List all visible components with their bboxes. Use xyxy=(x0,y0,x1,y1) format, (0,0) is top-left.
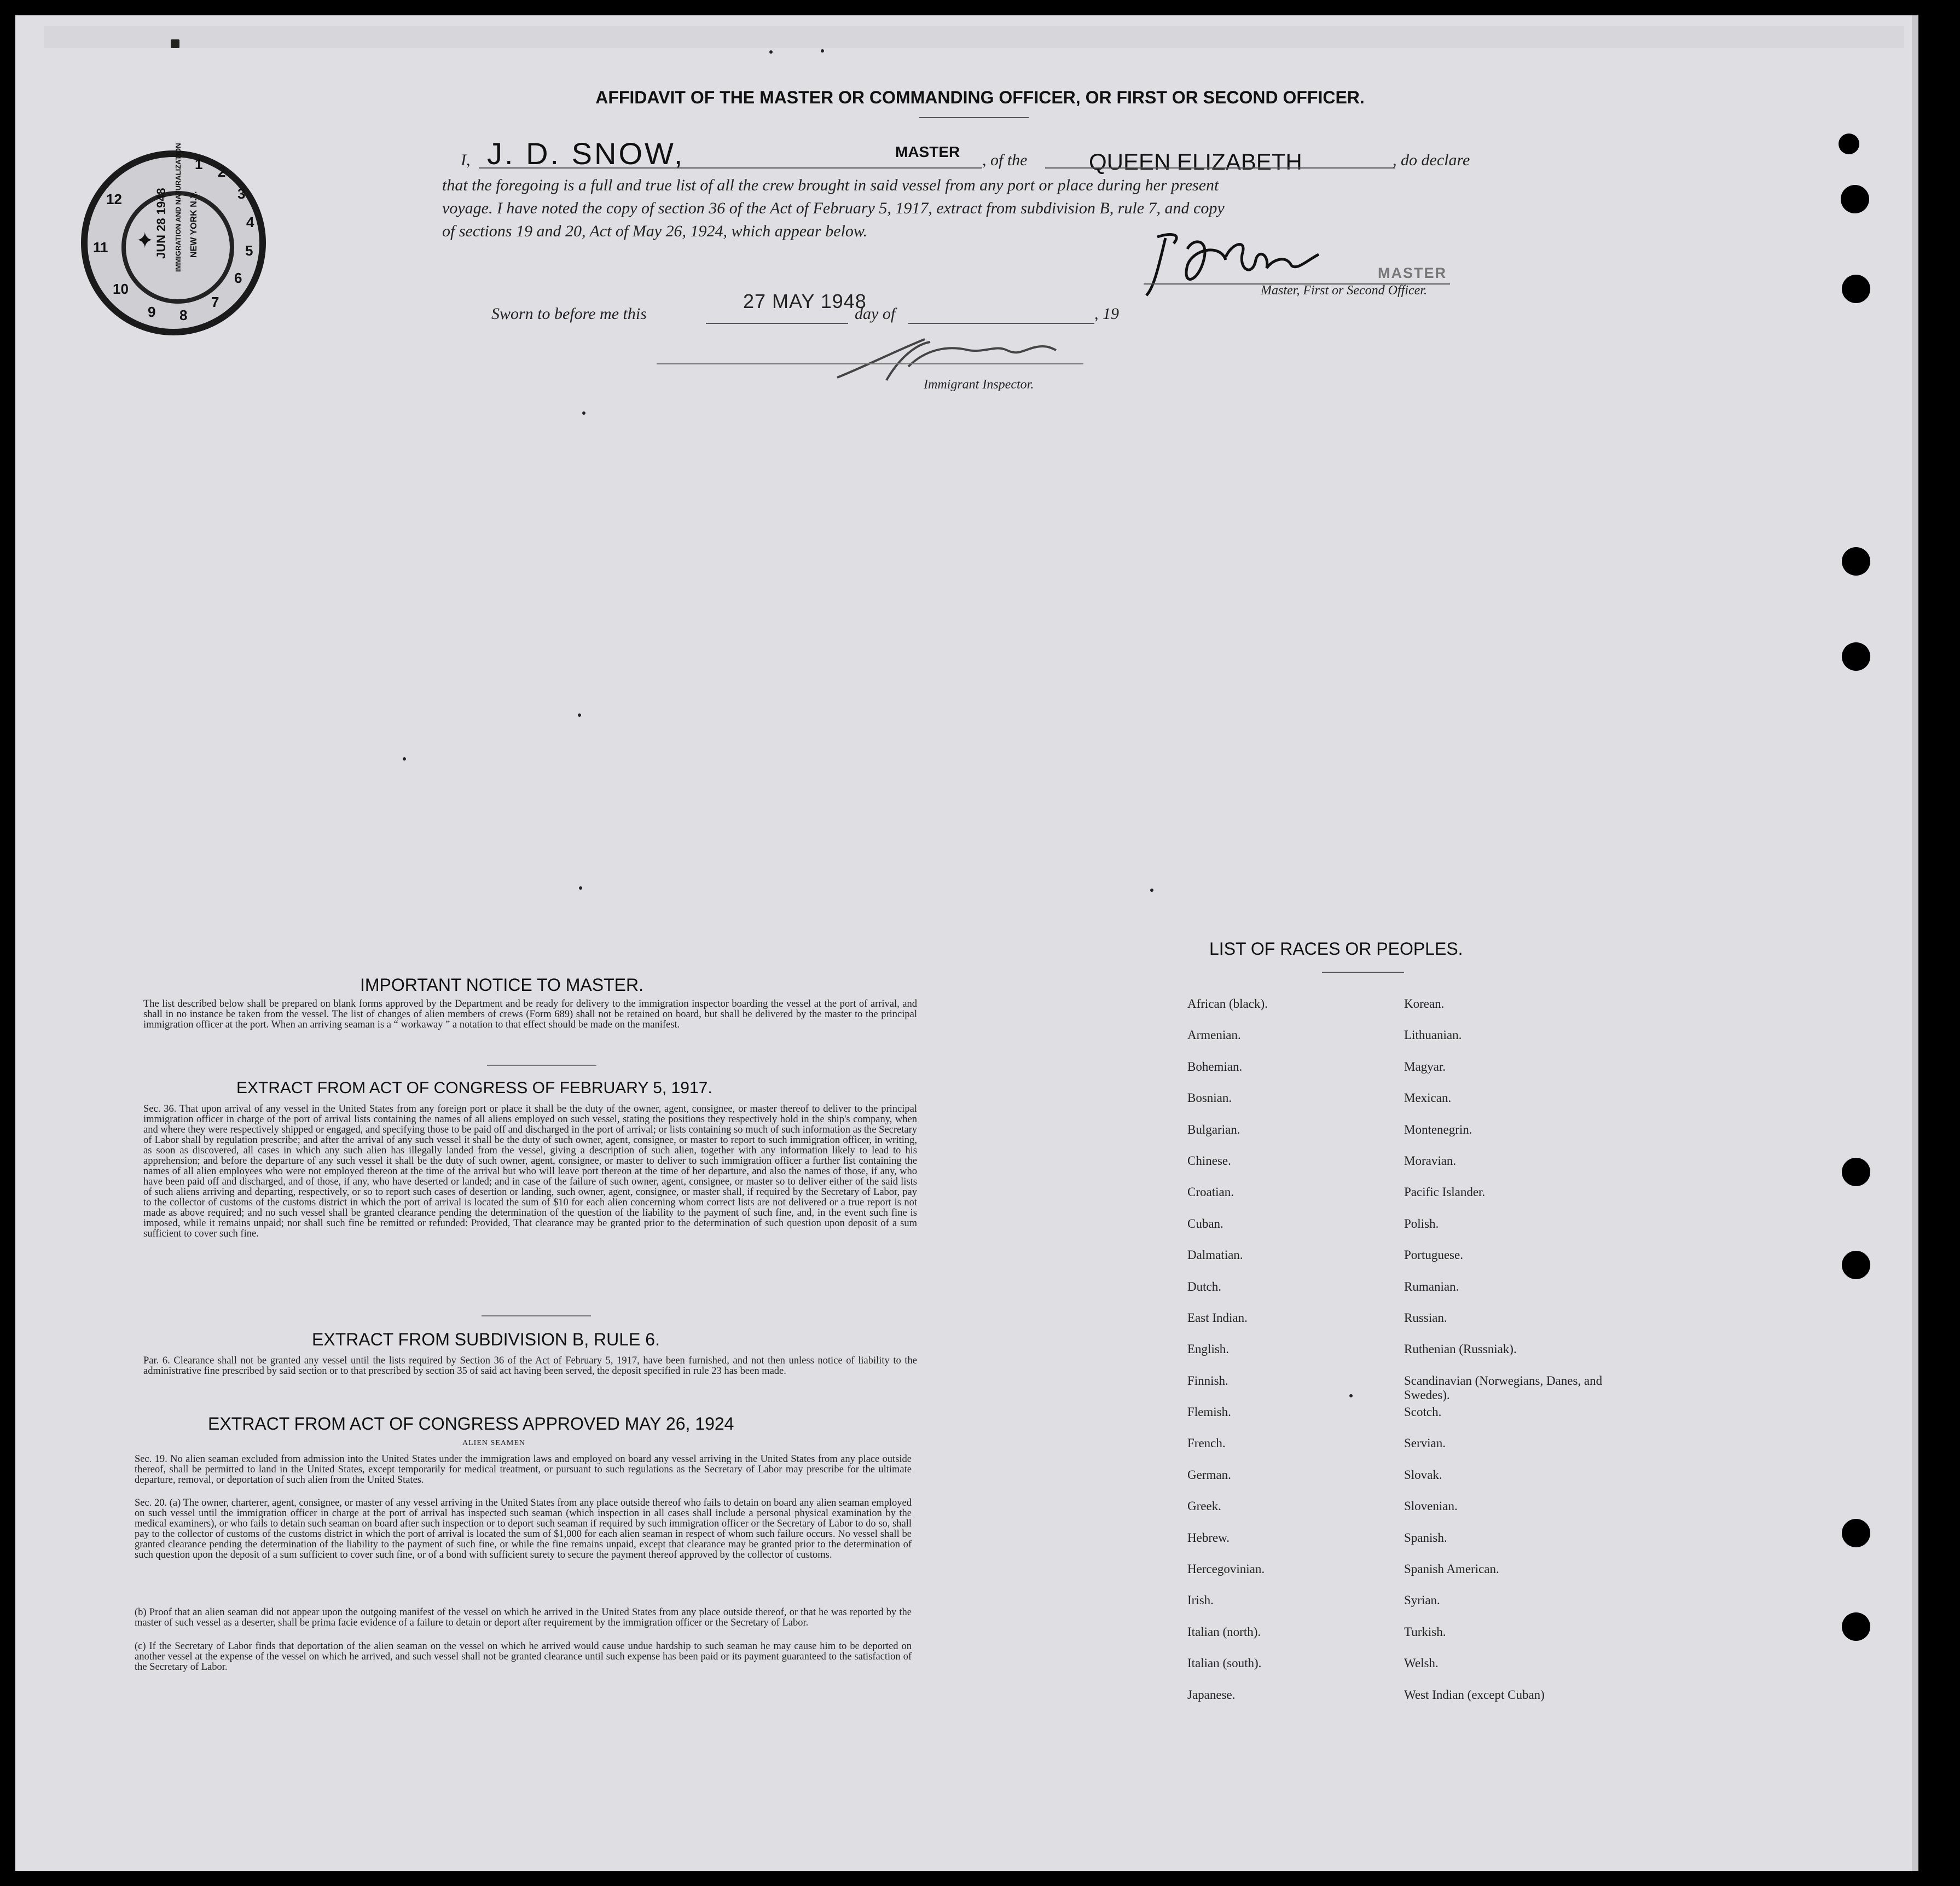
stamp-digit: 9 xyxy=(148,304,156,320)
race-item: Mexican. xyxy=(1404,1091,1452,1105)
document-page xyxy=(15,15,1912,1871)
stamp-digit: 3 xyxy=(237,185,246,202)
stamp-date: JUN 28 1948 xyxy=(154,188,168,259)
race-item: Servian. xyxy=(1404,1436,1446,1450)
race-item: Scandinavian (Norwegians, Danes, and Swedes). xyxy=(1404,1373,1603,1402)
stamp-digit: 8 xyxy=(179,307,188,323)
race-item: Ruthenian (Russniak). xyxy=(1404,1342,1517,1356)
speck xyxy=(171,39,179,48)
affidavit-title: AFFIDAVIT OF THE MASTER OR COMMANDING OFFICER, OR FIRST OR SECOND OFFICER. xyxy=(595,88,1365,107)
binder-hole xyxy=(1839,134,1859,154)
race-item: Hercegovinian. xyxy=(1187,1562,1265,1576)
stamp-digit: 4 xyxy=(246,214,254,230)
race-item: Croatian. xyxy=(1187,1185,1234,1199)
title-rule xyxy=(919,117,1029,118)
do-declare-label: , do declare xyxy=(1393,151,1470,169)
section-rule xyxy=(487,1065,596,1066)
sworn-label: Sworn to before me this xyxy=(491,305,647,323)
race-item: Greek. xyxy=(1187,1499,1221,1513)
race-item: Turkish. xyxy=(1404,1624,1446,1639)
race-item: French. xyxy=(1187,1436,1226,1450)
speck xyxy=(579,886,582,890)
binder-hole xyxy=(1842,642,1870,671)
stamp-digit: 11 xyxy=(93,239,108,256)
notice-body: The list described below shall be prepared on blank forms approved by the Department and be ready for delivery to the immigration inspector boarding the vessel at the port of arrival, and shall in no instance be taken from the vessel. The list of changes of alien members of crews (Form 689) shall not be retained on board, but shall be delivered by the master to the principal immigration officer at the port. When an arriving seaman is a “ workaway ” a notation to that effect should be made on the manifest. xyxy=(143,999,917,1030)
race-item: Slovenian. xyxy=(1404,1499,1458,1513)
race-item: English. xyxy=(1187,1342,1230,1356)
extract-1924-title: EXTRACT FROM ACT OF CONGRESS APPROVED MAY 26, 1924 xyxy=(208,1414,734,1434)
vessel-line xyxy=(1045,167,1395,169)
of-the-label: , of the xyxy=(982,151,1028,169)
race-item: Hebrew. xyxy=(1187,1530,1230,1545)
stamp-digit: 10 xyxy=(113,281,129,297)
month-line xyxy=(908,323,1094,324)
stamp-city: NEW YORK N.Y. xyxy=(189,191,199,258)
race-item: Italian (north). xyxy=(1187,1624,1261,1639)
race-item: Japanese. xyxy=(1187,1687,1236,1702)
race-item: Syrian. xyxy=(1404,1593,1440,1608)
extract-1917-body: Sec. 36. That upon arrival of any vessel in the United States from any foreign port or place it shall be the duty of the owner, agent, consignee, or master thereof to deliver to the principal immigration officer in charge of the port of arrival lists containing the names of all aliens employed on such vessel, stating the positions they respectively hold in the ship's company, when and where they were respectively shipped or engaged, and specifying those to be paid off and discharged in the port of arrival; or lists containing so much of such information as the Secretary of Labor shall by regulation prescribe; and after the arrival of any such vessel it shall be the duty of such owner, agent, consignee, or master to report to such immigration officer, in writing, as soon as discovered, all cases in which any such alien has illegally landed from the vessel, giving a description of such alien, together with any information likely to lead to his apprehension; and before the departure of any such vessel it shall be the duty of such owner, agent, consignee, or master to deliver to such immigration officer a further list containing the names of all alien employees who were not employed thereon at the time of the arrival but who will leave port thereon at the time of her departure, and also the names of those, if any, who have been paid off and discharged, and of those, if any, who have deserted or landed; and in case of the failure of such owner, agent, consignee, or master so to deliver either of the said lists of such aliens arriving and departing, respectively, or so to report such cases of desertion or landing, such owner, agent, consignee, or master shall, if required by the Secretary of Labor, pay to the collector of customs of the customs district in which the port of arrival is located the sum of $10 for each alien concerning whom correct lists are not delivered or a true report is not made as above required; and no such vessel shall be granted clearance pending the determination of the question of the liability to the payment of such fine, and, in the event such fine is imposed, while it remains unpaid; nor shall such fine be remitted or refunded: Provided, That clearance may be granted prior to the determination of such question upon deposit of a sum sufficient to cover such fine. xyxy=(143,1104,917,1239)
race-item: Slovak. xyxy=(1404,1467,1442,1482)
race-item: Armenian. xyxy=(1187,1028,1241,1042)
stamp-digit: 7 xyxy=(211,294,219,310)
race-item: Spanish American. xyxy=(1404,1562,1499,1576)
speck xyxy=(403,757,406,761)
stamp-digit: 1 xyxy=(195,156,203,172)
vessel-name: QUEEN ELIZABETH xyxy=(1089,149,1302,175)
race-item: Montenegrin. xyxy=(1404,1122,1472,1136)
speck xyxy=(582,411,585,415)
race-item: Welsh. xyxy=(1404,1656,1439,1670)
section-rule xyxy=(482,1315,591,1316)
race-item: Moravian. xyxy=(1404,1153,1457,1168)
inspector-line xyxy=(657,363,1083,364)
page-edge xyxy=(1912,15,1918,1871)
race-item: Polish. xyxy=(1404,1216,1439,1231)
race-item: Magyar. xyxy=(1404,1059,1446,1073)
race-item: Portuguese. xyxy=(1404,1248,1463,1262)
speck xyxy=(578,713,581,717)
immigration-stamp xyxy=(81,143,266,335)
affidavit-i-label: I, xyxy=(461,151,471,169)
stamp-crest-icon: ✦ xyxy=(136,229,154,253)
stamp-digit: 2 xyxy=(218,164,226,180)
binder-hole xyxy=(1842,1519,1870,1547)
speck xyxy=(769,50,773,54)
year-label: , 19 xyxy=(1094,305,1119,323)
binder-hole xyxy=(1841,185,1869,213)
binder-hole xyxy=(1842,1612,1870,1641)
subdivision-title: EXTRACT FROM SUBDIVISION B, RULE 6. xyxy=(312,1330,660,1349)
race-item: Bohemian. xyxy=(1187,1059,1243,1073)
extract-1924-sec19: Sec. 19. No alien seaman excluded from admission into the United States under the immigration laws and employed on board any vessel arriving in the United States from any place outside thereof, shall be permitted to land in the United States, except temporarily for medical treatment, or pursuant to such regulations as the Secretary of Labor may prescribe for the ultimate departure, removal, or deportation of such alien from the United States. xyxy=(135,1454,912,1485)
affidavit-line-2: that the foregoing is a full and true list of all the crew brought in said vessel from any port or place during her present xyxy=(442,176,1219,194)
day-of-label: day of xyxy=(855,305,896,323)
notice-title: IMPORTANT NOTICE TO MASTER. xyxy=(360,975,643,995)
signature-caption: Master, First or Second Officer. xyxy=(1261,283,1427,298)
race-item: West Indian (except Cuban) xyxy=(1404,1687,1545,1702)
signature-rank-stamp: MASTER xyxy=(1378,265,1447,281)
binder-hole xyxy=(1842,275,1870,303)
race-item: Italian (south). xyxy=(1187,1656,1262,1670)
rank-stamp: MASTER xyxy=(895,143,960,160)
stamp-digit: 6 xyxy=(234,270,242,286)
race-item: Cuban. xyxy=(1187,1216,1223,1231)
race-item: Russian. xyxy=(1404,1310,1447,1325)
extract-1917-title: EXTRACT FROM ACT OF CONGRESS OF FEBRUARY 5, 1917. xyxy=(236,1079,712,1097)
race-item: Bosnian. xyxy=(1187,1091,1232,1105)
extract-1924-sec20c: (c) If the Secretary of Labor finds that deportation of the alien seaman on the vessel on which he arrived would cause undue hardship to such seaman he may cause him to be deported on another vessel at the expense of the vessel on which he arrived, and such vessel shall not be granted clearance until such expense has been paid or its payment guaranteed to the satisfaction of the Secretary of Labor. xyxy=(135,1641,912,1673)
stamp-agency: IMMIGRATION AND NATURALIZATION xyxy=(174,143,182,272)
name-line xyxy=(479,167,982,169)
affidavit-line-4: of sections 19 and 20, Act of May 26, 1924, which appear below. xyxy=(442,222,868,240)
races-title: LIST OF RACES OR PEOPLES. xyxy=(1209,939,1463,959)
extract-1924-subtitle: ALIEN SEAMEN xyxy=(462,1439,526,1447)
races-column-2 xyxy=(1404,997,1612,1719)
binder-hole xyxy=(1842,1158,1870,1186)
races-title-rule xyxy=(1322,972,1404,973)
stamp-digit: 5 xyxy=(245,242,253,259)
race-item: Dalmatian. xyxy=(1187,1248,1243,1262)
race-item: Finnish. xyxy=(1187,1373,1228,1388)
race-item: Lithuanian. xyxy=(1404,1028,1462,1042)
binder-hole xyxy=(1842,547,1870,576)
races-column-1 xyxy=(1187,997,1384,1719)
binder-hole xyxy=(1842,1251,1870,1279)
race-item: Rumanian. xyxy=(1404,1279,1459,1293)
master-name: J. D. SNOW, xyxy=(487,136,685,171)
race-item: Irish. xyxy=(1187,1593,1214,1608)
subdivision-body: Par. 6. Clearance shall not be granted any vessel until the lists required by Section 36 of the Act of February 5, 1917, have been furnished, and not then unless notice of liability to the administrative fine prescribed by said section or to that prescribed by section 35 of said act having been served, the deposit specified in rule 23 has been made. xyxy=(143,1355,917,1377)
race-item: Spanish. xyxy=(1404,1530,1447,1545)
stamp-digit: 12 xyxy=(106,191,122,207)
extract-1924-sec20b: (b) Proof that an alien seaman did not appear upon the outgoing manifest of the vessel on which he arrived in the United States from any place outside thereof, or that he was reported by the master of such vessel as a deserter, shall be prima facie evidence of a failure to detain or deport after requirement by the immigration officer or the Secretary of Labor. xyxy=(135,1607,912,1628)
speck xyxy=(821,49,824,53)
race-item: Bulgarian. xyxy=(1187,1122,1240,1136)
race-item: Korean. xyxy=(1404,997,1445,1011)
extract-1924-sec20a: Sec. 20. (a) The owner, charterer, agent, consignee, or master of any vessel arriving in the United States from any place outside thereof who fails to detain on board any alien seaman employed on such vessel until the immigration officer in charge at the port of arrival has inspected such seaman (which inspection in all cases shall include a personal physical examination by the medical examiners), or who fails to detain such seaman on board after such inspection or to deport such seaman if required by such immigration officer or the Secretary of Labor to do so, shall pay to the collector of customs of the customs district in which the port of arrival is located the sum of $1,000 for each alien seaman in respect of whom such failure occurs. No vessel shall be granted clearance pending the determination of the liability to the payment of such fine, or while the fine remains unpaid, except that clearance may be granted prior to the determination of such question upon the deposit of a sum sufficient to cover such fine, or of a bond with sufficient surety to secure the payment thereof approved by the collector of customs. xyxy=(135,1498,912,1560)
race-item: Flemish. xyxy=(1187,1405,1231,1419)
inspector-caption: Immigrant Inspector. xyxy=(924,378,1034,392)
top-edge-strip xyxy=(44,26,1904,48)
race-item: East Indian. xyxy=(1187,1310,1248,1325)
speck xyxy=(1349,1394,1353,1397)
race-item: Pacific Islander. xyxy=(1404,1185,1486,1199)
race-item: Dutch. xyxy=(1187,1279,1221,1293)
date-line xyxy=(706,323,848,324)
sworn-date: 27 MAY 1948 xyxy=(743,290,867,312)
affidavit-line-3: voyage. I have noted the copy of section 36 of the Act of February 5, 1917, extract from subdivision B, rule 7, and copy xyxy=(442,199,1225,217)
speck xyxy=(1150,889,1153,892)
race-item: German. xyxy=(1187,1467,1231,1482)
race-item: African (black). xyxy=(1187,997,1268,1011)
race-item: Chinese. xyxy=(1187,1153,1231,1168)
race-item: Scotch. xyxy=(1404,1405,1442,1419)
